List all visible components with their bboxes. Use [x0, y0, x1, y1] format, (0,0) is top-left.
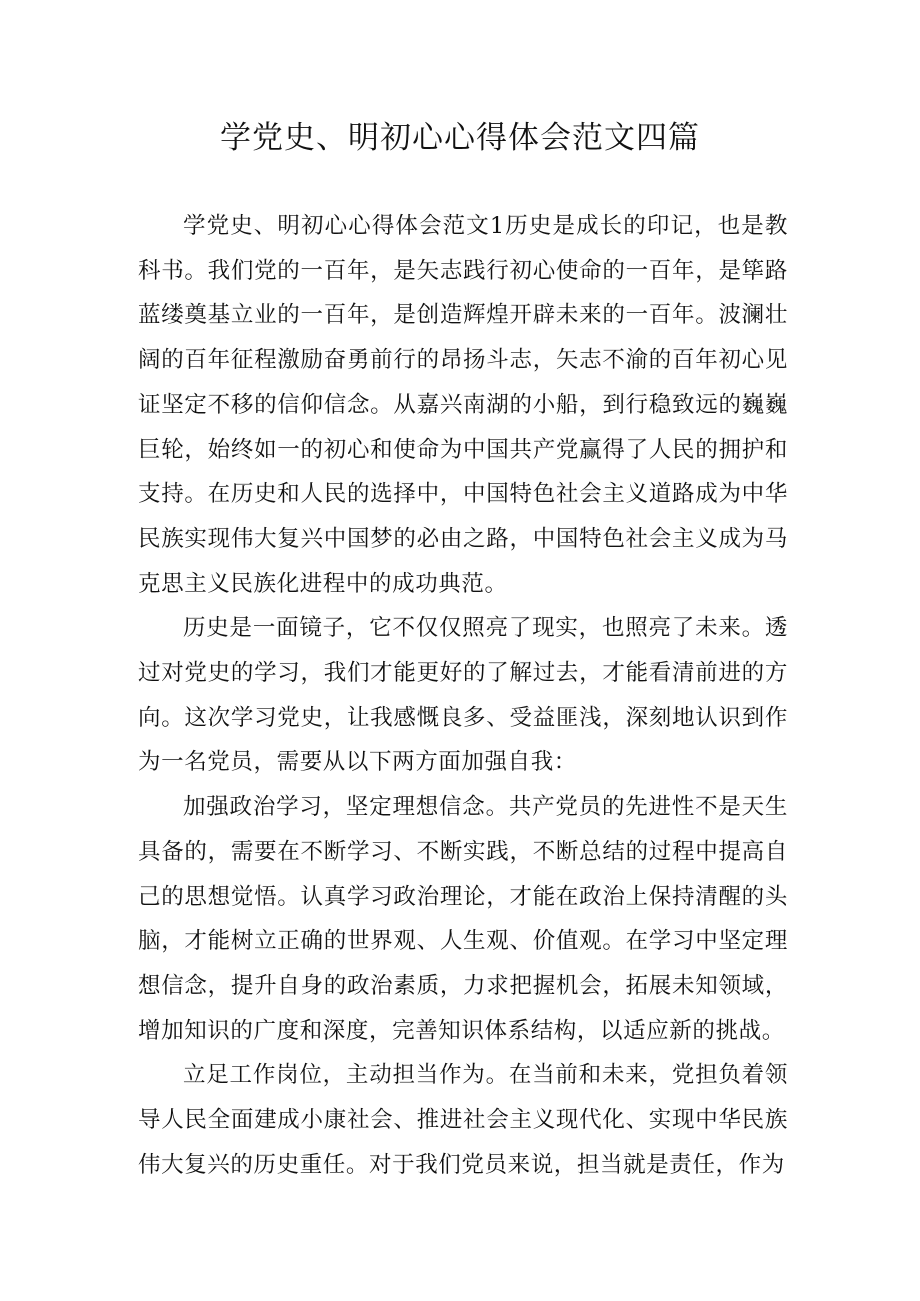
paragraph-2: 历史是一面镜子，它不仅仅照亮了现实，也照亮了未来。透过对党史的学习，我们才能更好的了解过去，才能看清前进的方向。这次学习党史，让我感慨良多、受益匪浅，深刻地认识到作为一名党员，需要从以下两方面加强自我：	[138, 615, 788, 776]
paragraph-4: 立足工作岗位，主动担当作为。在当前和未来，党担负着领导人民全面建成小康社会、推进社会主义现代化、实现中华民族伟大复兴的历史重任。对于我们党员来说，担当就是责任，作为	[138, 1062, 788, 1178]
paragraph-3: 加强政治学习，坚定理想信念。共产党员的先进性不是天生具备的，需要在不断学习、不断实践，不断总结的过程中提高自己的思想觉悟。认真学习政治理论，才能在政治上保持清醒的头脑，才能树立正确的世界观、人生观、价值观。在学习中坚定理想信念，提升自身的政治素质，力求把握机会，拓展未知领域，增加知识的广度和深度，完善知识体系结构，以适应新的挑战。	[138, 794, 788, 1044]
document-body	[138, 204, 788, 1187]
document-title: 学党史、明初心心得体会范文四篇	[220, 120, 700, 156]
paragraph-1: 学党史、明初心心得体会范文1历史是成长的印记，也是教科书。我们党的一百年，是矢志践行初心使命的一百年，是筚路蓝缕奠基立业的一百年，是创造辉煌开辟未来的一百年。波澜壮阔的百年征程激励奋勇前行的昂扬斗志，矢志不渝的百年初心见证坚定不移的信仰信念。从嘉兴南湖的小船，到行稳致远的巍巍巨轮，始终如一的初心和使命为中国共产党赢得了人民的拥护和支持。在历史和人民的选择中，中国特色社会主义道路成为中华民族实现伟大复兴中国梦的必由之路，中国特色社会主义成为马克思主义民族化进程中的成功典范。	[138, 213, 788, 597]
